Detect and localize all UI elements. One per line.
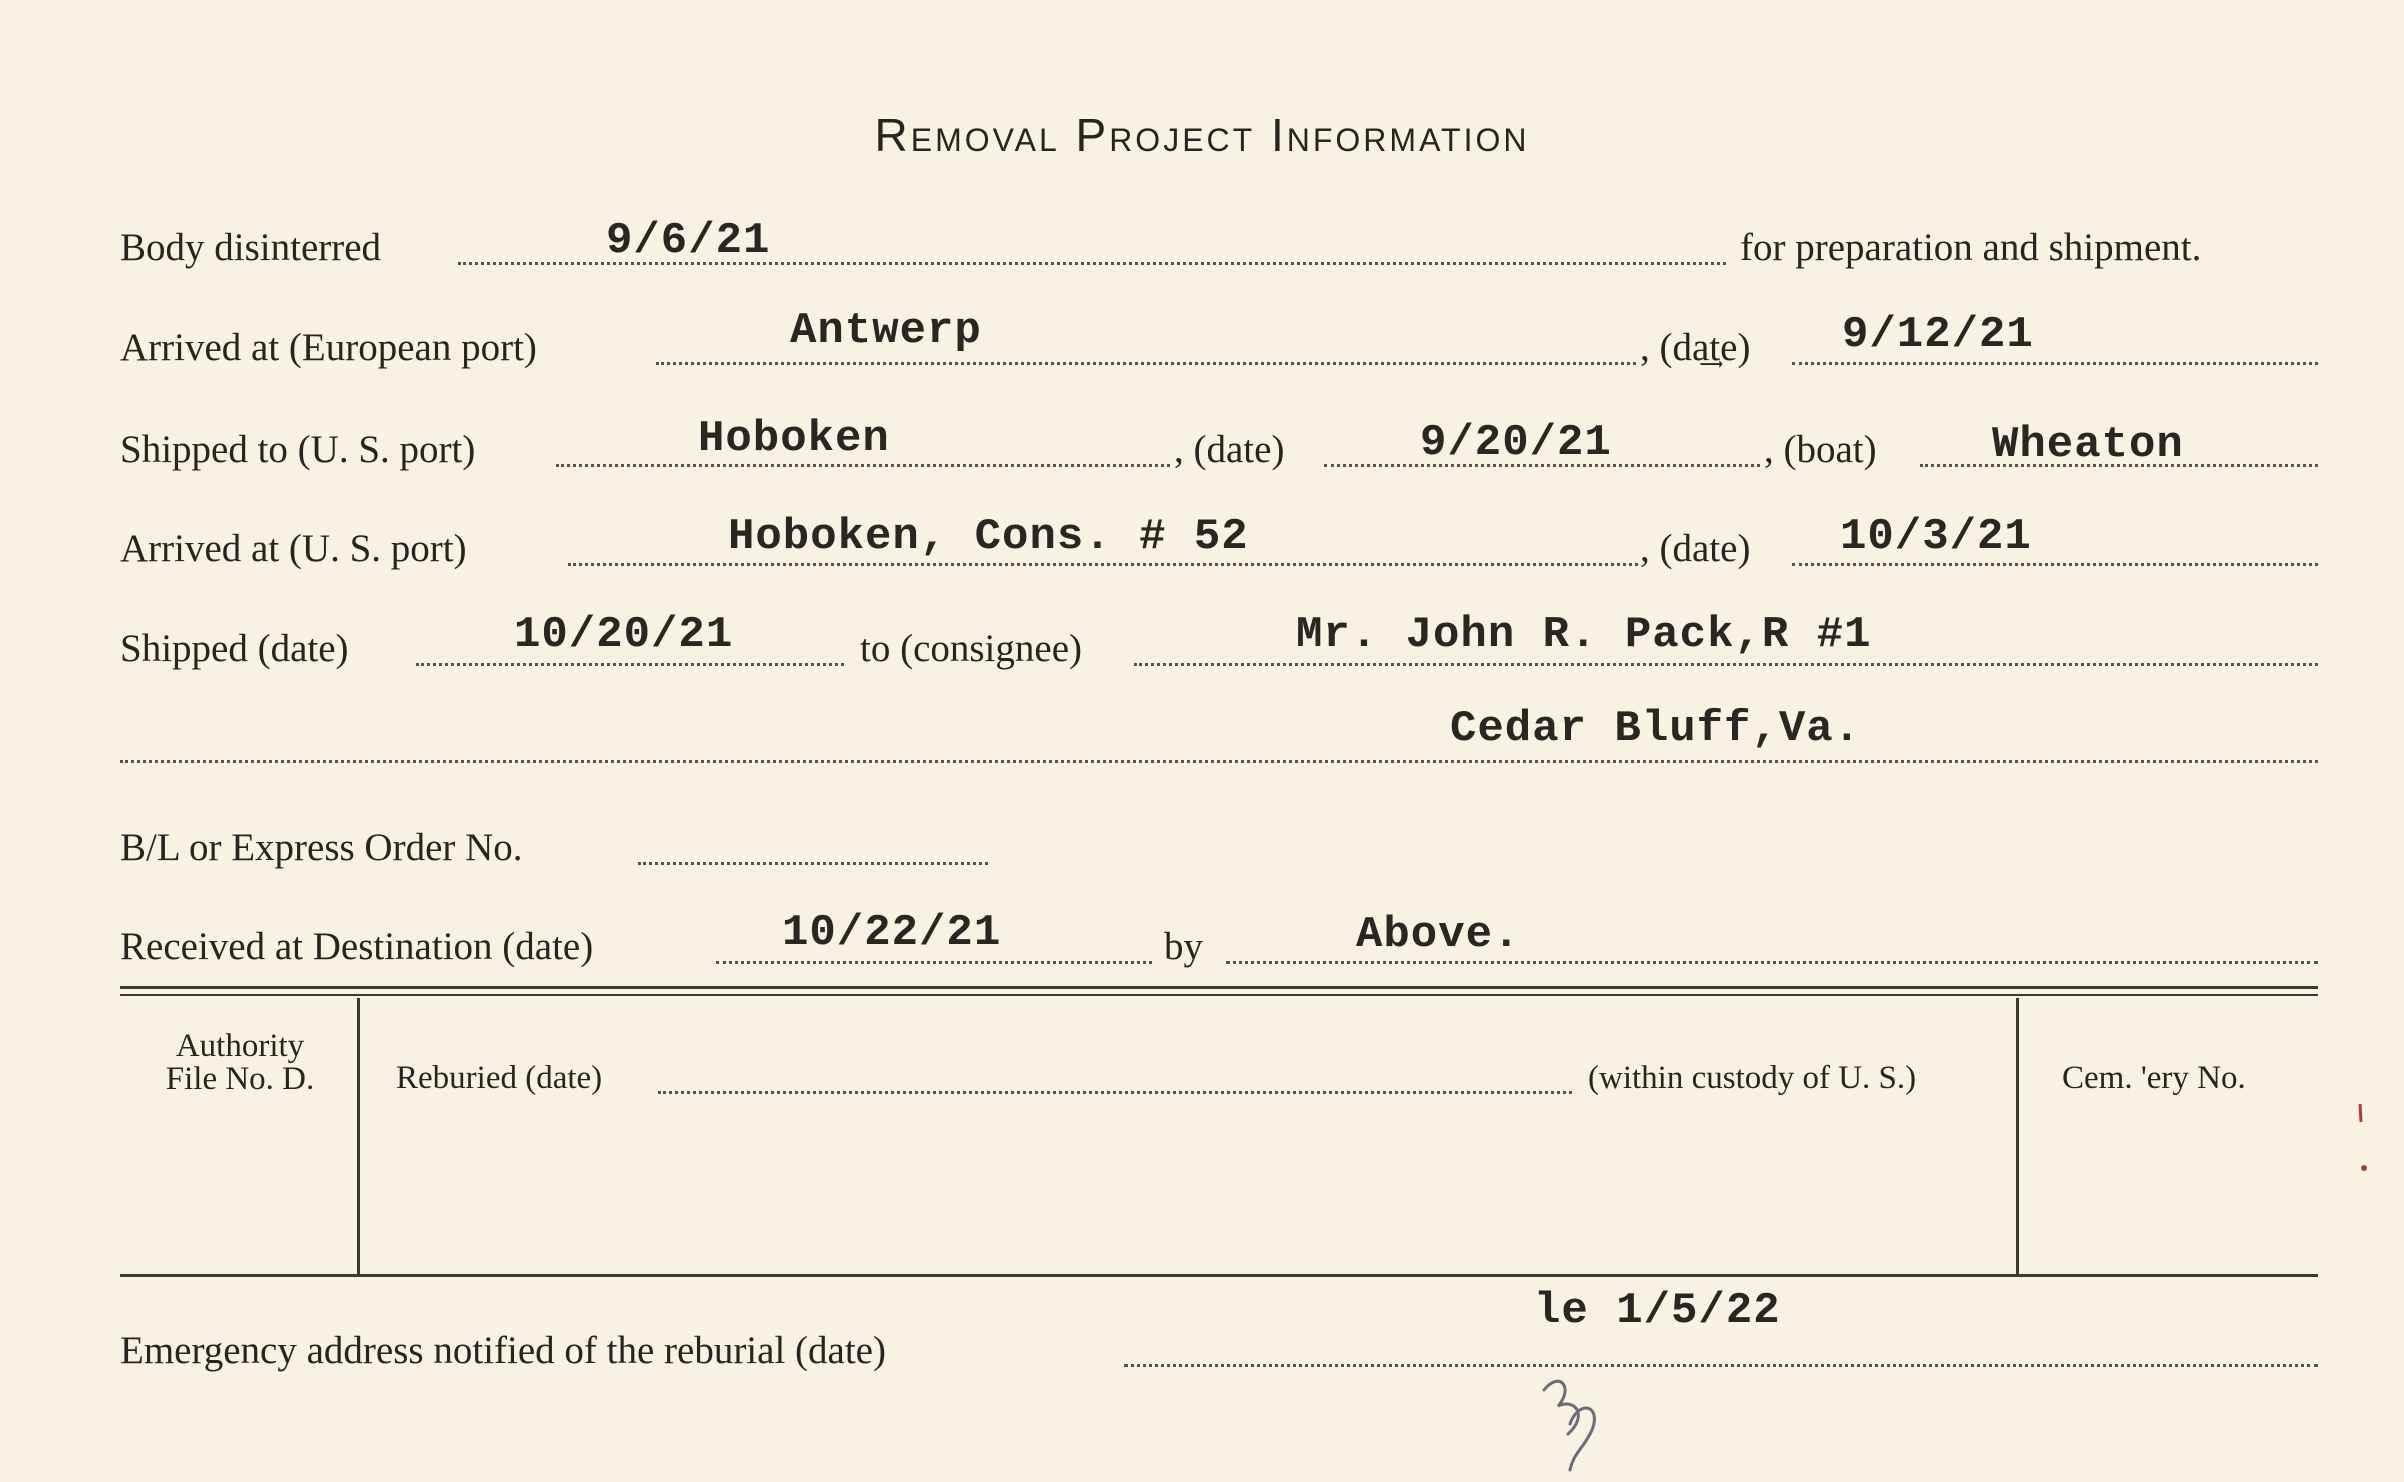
label-date: , (date) (1174, 428, 1285, 471)
value-us-port-shipped-date: 9/20/21 (1420, 418, 1612, 468)
value-consignee-line2: Cedar Bluff,Va. (1450, 704, 1862, 754)
field-line (1792, 362, 2318, 365)
field-line (656, 362, 1636, 365)
field-line (1134, 663, 2318, 666)
field-line (556, 464, 1170, 467)
label-shipped-date: Shipped (date) (120, 627, 349, 670)
field-line (1226, 961, 2318, 964)
label-to-consignee: to (consignee) (860, 627, 1083, 670)
value-received-by: Above. (1356, 910, 1521, 960)
rule-top (120, 986, 2318, 989)
label-authority: Authority (175, 1028, 305, 1064)
handwritten-initials (1530, 1360, 1620, 1480)
label-by: by (1164, 925, 1203, 968)
value-disinterred-date: 9/6/21 (606, 216, 771, 266)
box-divider-left (357, 998, 360, 1274)
label-file-no: File No. D. (165, 1061, 315, 1097)
card-title: Removal Project Information (874, 109, 1530, 161)
label-date: , (da͢te) (1640, 326, 1751, 369)
label-cemetery-no: Cem. 'ery No. (2062, 1060, 2246, 1096)
field-line (658, 1091, 1572, 1094)
value-boat: Wheaton (1992, 420, 2184, 470)
box-divider-right (2016, 998, 2019, 1274)
label-reburied: Reburied (date) (396, 1060, 603, 1096)
field-line (120, 760, 2318, 763)
label-arrived-european-port: Arrived at (European port) (120, 326, 537, 369)
label-boat: , (boat) (1764, 428, 1877, 471)
label-emergency-address: Emergency address notified of the reburial (date) (120, 1329, 886, 1372)
value-us-port-shipped: Hoboken (698, 414, 890, 464)
field-line (568, 563, 1638, 566)
value-emergency-date: le 1/5/22 (1534, 1286, 1781, 1336)
label-custody: (within custody of U. S.) (1588, 1060, 1917, 1096)
value-shipped-date: 10/20/21 (514, 610, 734, 660)
field-line (638, 862, 988, 865)
value-us-port-arrived-date: 10/3/21 (1840, 512, 2032, 562)
value-european-port-date: 9/12/21 (1842, 310, 2034, 360)
label-body-disinterred: Body disinterred (120, 226, 382, 269)
label-authority-file (140, 1030, 340, 1096)
value-received-date: 10/22/21 (782, 908, 1002, 958)
value-consignee-line1: Mr. John R. Pack,R #1 (1296, 610, 1872, 660)
margin-ink-specks (2352, 1100, 2376, 1180)
field-line (416, 663, 844, 666)
rule-top-inner (120, 994, 2318, 996)
label-shipped-us-port: Shipped to (U. S. port) (120, 428, 476, 471)
field-line (716, 961, 1152, 964)
label-for-preparation: for preparation and shipment. (1740, 226, 2202, 269)
value-european-port: Antwerp (790, 306, 982, 356)
field-line (1124, 1364, 2318, 1367)
label-arrived-us-port: Arrived at (U. S. port) (120, 527, 467, 570)
field-line (1792, 563, 2318, 566)
label-received-destination: Received at Destination (date) (120, 925, 594, 968)
label-bl-order: B/L or Express Order No. (120, 826, 523, 869)
rule-bottom (120, 1274, 2318, 1277)
label-date: , (date) (1640, 527, 1751, 570)
value-us-port-arrived: Hoboken, Cons. # 52 (728, 512, 1249, 562)
